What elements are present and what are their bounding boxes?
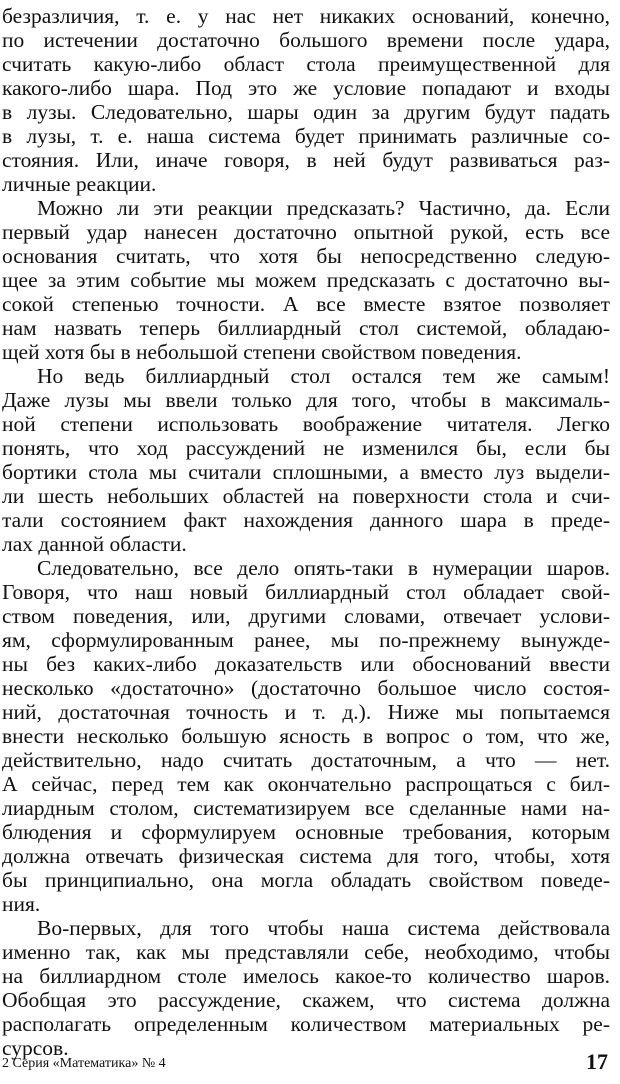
text-line: в лузы. Следовательно, шары один за другим будут падать [2,100,610,124]
text-line: нам назвать теперь биллиардный стол системой, обладаю- [2,316,610,340]
text-line: лиардным столом, систематизируем все сделанные нами на- [2,796,610,820]
text-line: сурсов. [2,1036,69,1060]
text-line: ны без каких-либо доказательств или обоснований ввести [2,652,610,676]
text-line: стояния. Или, иначе говоря, в ней будут развиваться раз- [2,148,610,172]
text-line: располагать определенным количеством материальных ре- [2,1012,610,1036]
text-line: щей хотя бы в небольшой степени свойством поведения. [2,340,522,364]
text-line: сокой степенью точности. А все вместе взятое позволяет [2,292,610,316]
text-line: несколько «достаточно» (достаточно большое число состоя- [2,676,610,700]
text-line: лах данной области. [2,532,187,556]
text-line: первый удар нанесен достаточно опытной рукой, есть все [2,220,610,244]
text-line: тали состоянием факт нахождения данного шара в преде- [2,508,610,532]
text-line: блюдения и сформулируем основные требования, которым [2,820,610,844]
text-line: ли шесть небольших областей на поверхности стола и счи- [2,484,610,508]
text-line: действительно, надо считать достаточным, а что — нет. [2,748,610,772]
text-line: Следовательно, все дело опять-таки в нумерации шаров. [37,556,610,580]
text-line: ством поведения, или, другими словами, отвечает услови- [2,604,610,628]
text-line: какого-либо шара. Под это же условие попадают и входы [2,76,610,100]
text-line: должна отвечать физическая система для того, чтобы, хотя [2,844,610,868]
text-line: ний, достаточная точность и т. д.). Ниже мы попытаемся [2,700,610,724]
text-line: ям, сформулированным ранее, мы по-прежнему вынужде- [2,628,610,652]
text-line: по истечении достаточно большого времени после удара, [2,28,610,52]
text-line: считать какую-либо област стола преимущественной для [2,52,610,76]
page-number: 17 [586,1049,608,1074]
text-line: Но ведь биллиардный стол остался тем же самым! [37,364,610,388]
text-line: именно так, как мы представляли себе, необходимо, чтобы [2,940,610,964]
text-line: ной степени использовать воображение читателя. Легко [2,412,610,436]
text-line: внести несколько большую ясность в вопрос о том, что же, [2,724,610,748]
text-line: ния. [2,892,41,916]
text-line: Обобщая это рассуждение, скажем, что система должна [2,988,610,1012]
text-line: в лузы, т. е. наша система будет принимать различные со- [2,124,610,148]
text-line: на биллиардном столе имелось какое-то количество шаров. [2,964,610,988]
text-line: безразличия, т. е. у нас нет никаких оснований, конечно, [2,4,610,28]
text-line: Можно ли эти реакции предсказать? Частично, да. Если [37,196,610,220]
text-line: личные реакции. [2,172,157,196]
text-line: основания считать, что хотя бы непосредственно следую- [2,244,610,268]
footer-signature: 2 Серия «Математика» № 4 [2,1056,166,1071]
text-line: Во-первых, для того чтобы наша система действовала [37,916,610,940]
text-line: щее за этим событие мы можем предсказать с достаточно вы- [2,268,610,292]
text-line: бортики стола мы считали сплошными, а вместо луз выдели- [2,460,610,484]
text-line: Даже лузы мы ввели только для того, чтобы в максималь- [2,388,610,412]
text-line: Говоря, что наш новый биллиардный стол обладает свой- [2,580,610,604]
text-line: понять, что ход рассуждений не изменился бы, если бы [2,436,610,460]
text-line: А сейчас, перед тем как окончательно распрощаться с бил- [2,772,610,796]
text-line: бы принципиально, она могла обладать свойством поведе- [2,868,610,892]
